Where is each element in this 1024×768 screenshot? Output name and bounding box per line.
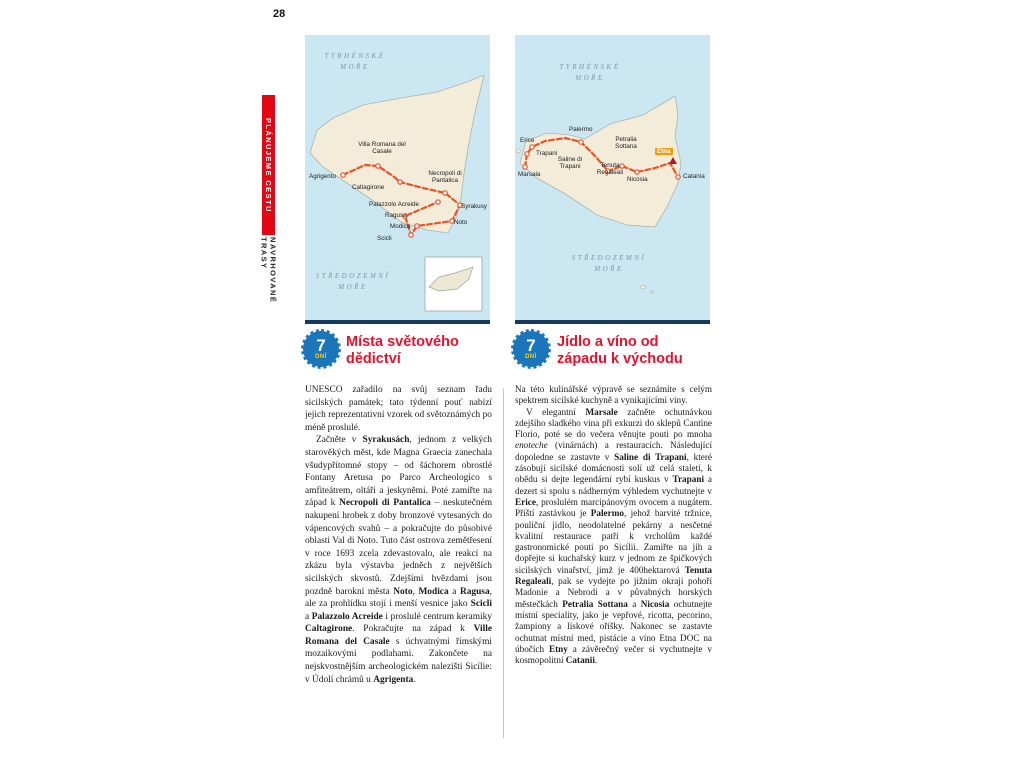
sidebar-tab-planning: PLÁNUJEME CESTU [262,95,275,235]
map-sicily-heritage-route [305,35,490,324]
map-inset [425,257,482,311]
route-stop-dot [530,145,534,149]
map-label-necropoli: Necropoli di Pantalica [428,170,462,184]
route-stop-dot [443,191,447,195]
map-label-nicosia: Nicosia [627,176,648,183]
article-title-heritage: Místa světového dědictví [346,334,459,367]
sidebar-tab-routes: NAVRHOVANÉ TRASY [259,237,278,304]
badge-number: 7 [316,335,326,355]
small-island [516,150,521,153]
paragraph: V elegantní Marsale začněte ochutnávkou zdejšího sladkého vína při exkurzi do sklepů Cantine Florio, poté se do večera věnujte pouti po mnoha enoteche (vinárnách) a restauracích. Následující dopoledne se zastavte v Saline di Trapani, které zásobují sicilské domácnosti solí už celá staletí, k obědu si dejte legendární rybí kuskus v Trapani a dezert si spolu s nádherným výhledem vychutnejte v Erice, proslulém marcipánovým ovocem a nugátem. Příští zastávkou je Palermo, jehož barvité tržnice, pouliční jídlo, neodolatelné pekárny a nesčetné kvalitní restaurace patří k vrcholům každé gastronomické pouti po Sicílii. Zamiřte na jih a dopřejte si kuchařský kurz v jednom ze špičkových sicilských vinařství, jímž je 400hektarová Tenuta Regaleali, pak se vydejte po jižním okraji pohoří Madonie a Nebrodi a v půvabných horských městečkách Petralia Sottana a Nicosia ochutnejte místní speciality, jako je vepřové, ricotta, pecorino, žampiony a lískové oříšky. Nakonec se zastavte ochutnat místní med, pistácie a víno Etna DOC na úbočích Etny a závěrečný večer si vychutnejte v kosmopolitní Catanii. [515,406,712,666]
small-island [640,285,645,289]
route-stop-dot [398,180,402,184]
map-label-catania: Catania [683,173,705,180]
route-stop-dot [579,140,583,144]
map-label-marsala: Marsala [518,171,541,178]
sea-label-tyrrhenian: TYRHÉNSKÉ MOŘE [559,63,621,82]
route-stop-dot [436,200,440,204]
route-stop-dot [635,170,639,174]
route-stop-dot [376,164,380,168]
days-badge [303,331,339,367]
article-title-food-wine: Jídlo a víno od západu k východu [557,334,683,367]
map-label-palermo: Palermo [569,126,593,133]
map-label-noto: Noto [454,219,468,226]
paragraph: Na této kulinářské výpravě se seznámíte s celým spektrem sicilské kuchyně a vynikajícími víny. [515,384,712,406]
column-divider [503,388,504,738]
route-stop-dot [409,233,413,237]
article-body-food-wine [515,384,712,742]
map-label-tenuta-regaleali: Tenuta Regaleali [596,162,624,176]
sea-label-tyrrhenian: TYRHÉNSKÉ MOŘE [324,52,386,71]
route-stop-dot [525,152,529,156]
map-label-trapani: Trapani [536,150,558,157]
badge-unit: DNÍ [525,353,537,360]
map-label-caltagirone: Caltagirone [352,184,385,191]
map-label-modica: Modica [390,223,411,230]
paragraph: Začněte v Syrakusách, jednom z velkých starověkých měst, kde Magna Graecia zanechala všudypřítomné stopy – od šáchorem obrostlé Fontany Aretusa po Parco Archeologico s amfiteátrem, oltáři a jeskyněmi. Poté zamiřte na západ k Necropoli di Pantalica – neskutečném nakupení hrobek z doby bronzové vytesaných do vápencových svahů – a pokračujte do působivé oblasti Val di Noto. Tuto část ostrova zemětřesení v roce 1693 zcela zdevastovalo, ale reakcí na zkázu byla výstavba jedněch z největších sicilských skvostů. Zdejšími hvězdami jsou pozdně barokní města Noto, Modica a Ragusa, ale za prohlídku stojí i menší vesnice jako Scicli a Palazzolo Acreide i proslulé centrum keramiky Caltagirone. Pokračujte na západ k Ville Romana del Casale s úchvatnými římskými mozaikovými podlahami. Zakončete na nejskvostnějším archeologickém nalezišti Sicílie: v Údolí chrámů u Agrigenta. [305,435,492,685]
sea-label-mediterranean: STŘEDOZEMNÍ MOŘE [315,272,391,291]
article-body-heritage [305,384,492,742]
map-label-syrakusy: Syrakusy [461,203,487,210]
map-label-erice: Erice [520,137,535,144]
days-badge [513,331,549,367]
paragraph: UNESCO zařadilo na svůj seznam řadu sicilských památek; tato týdenní pouť nabízí jejich reprezentativní vzorek od světoznámých po méně proslulé. [305,385,492,433]
map-label-saline-di-trapani: Saline di Trapani [557,156,583,170]
route-stop-dot [523,165,527,169]
route-stop-dot [415,224,419,228]
map-sicily-food-route [515,35,710,324]
map-label-scicli: Scicli [377,235,392,242]
badge-unit: DNÍ [315,353,327,360]
small-island [650,291,653,293]
map-label-palazzolo: Palazzolo Acreide [369,201,420,208]
route-stop-dot [341,173,345,177]
page-number: 28 [273,8,286,20]
map-label-petralia-sottana: Petralia Sottana [615,136,637,150]
route-stop-dot [676,175,680,179]
map-label-ragusa: Ragusa [385,212,407,219]
etna-chip: Etna [657,148,671,155]
sea-label-mediterranean: STŘEDOZEMNÍ MOŘE [571,254,647,273]
map-label-villa-romana: Villa Romana del Casale [358,141,406,155]
badge-number: 7 [526,335,536,355]
map-label-etna [655,148,673,155]
map-label-agrigento: Agrigento [309,173,336,180]
